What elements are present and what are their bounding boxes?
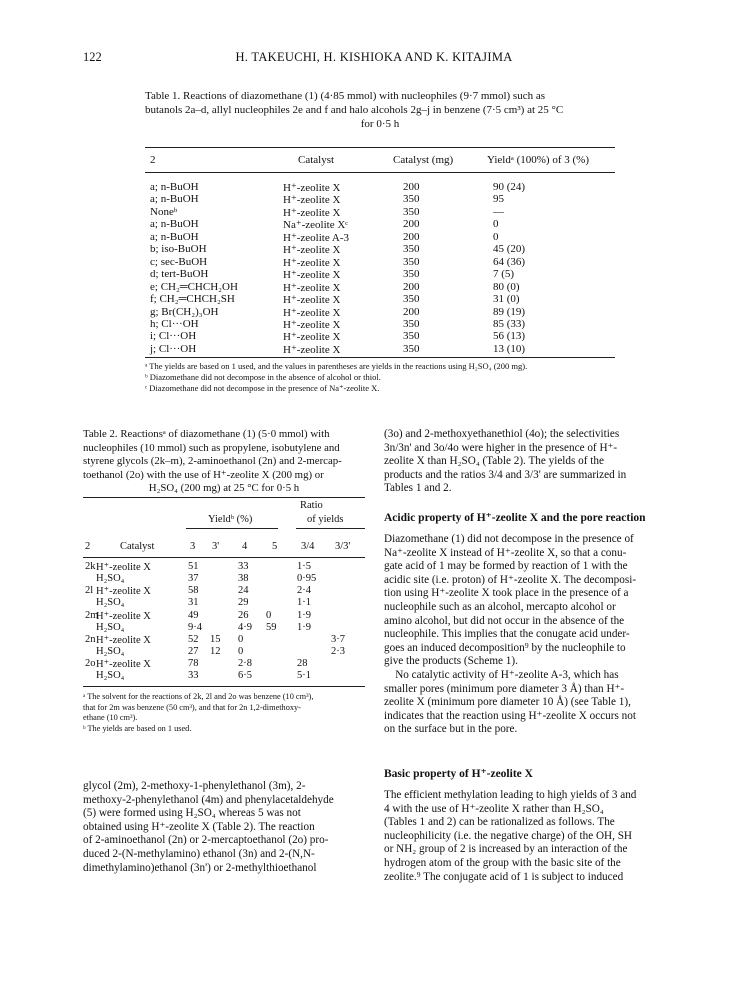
table1-cell: 89 (19) [493, 305, 526, 318]
text-line: 3n/3n' and 3o/4o were higher in the presence of H⁺- [384, 441, 618, 454]
table1-header-2: 2 [150, 154, 156, 166]
table2-cell: 15 [210, 633, 221, 645]
table2-cell: 6·5 [238, 670, 252, 682]
text-line: The efficient methylation leading to high yields of 3 and [384, 789, 637, 801]
table1-cell: a; n-BuOH [150, 230, 199, 243]
table1-cell: a; n-BuOH [150, 218, 199, 231]
text-line: duced 2-(N-methylamino) ethanol (3n) and 2-(N,N- [83, 847, 315, 860]
table1-cell: 80 (0) [493, 280, 520, 293]
text-line: nucleophilicity (i.e. the negative charge) of the OH, SH [384, 829, 633, 842]
text-line: on the surface but in the pore. [384, 723, 518, 736]
table2-cell: 0 [238, 646, 244, 658]
table1-cell: H⁺-zeolite X [283, 306, 341, 319]
table1-cell: j; Cl···OH [150, 342, 197, 355]
table2-cell: 2m [85, 609, 99, 621]
table2-cell: H₂SO₄ [96, 621, 125, 633]
text-line: obtained using H⁺-zeolite X (Table 2). The reaction [83, 820, 315, 833]
table2-caption-line: H₂SO₄ (200 mg) at 25 °C for 0·5 h [148, 482, 300, 494]
table2-header: 3/4 [301, 541, 315, 552]
table1-cell: 0 [493, 218, 499, 231]
text-line: Tables 1 and 2. [384, 482, 452, 495]
table2-cell: 0·95 [297, 573, 317, 585]
text-line: Diazomethane (1) did not decompose in the presence of [384, 533, 634, 545]
table1-cell: h; Cl···OH [150, 317, 199, 330]
table1-header-catalyst: Catalyst [298, 154, 335, 166]
table2-cell: 3·7 [331, 633, 345, 645]
table1-cell: 200 [403, 230, 420, 243]
text-line: products and the ratios 3/4 and 3/3' are summarized in [384, 468, 627, 481]
table1-caption-line: Table 1. Reactions of diazomethane (1) (4·85 mmol) with nucleophiles (9·7 mmol) such as [145, 90, 546, 102]
table1-cell: H⁺-zeolite X [283, 331, 341, 344]
table2-cell: 9·4 [188, 621, 202, 633]
left-body-text [83, 780, 365, 875]
table2-cell: H₂SO₄ [96, 670, 125, 682]
table2-cell: 29 [238, 597, 249, 609]
table2-bottom-rule [83, 686, 365, 687]
table1-cell: Na⁺-zeolite Xᶜ [283, 219, 349, 232]
table2-cell: 28 [297, 658, 308, 670]
table1-cell: H⁺-zeolite X [283, 182, 341, 194]
table2-cell: H⁺-zeolite X [96, 562, 151, 573]
table2-header-rule [83, 557, 365, 558]
table2-footnote: ᵃ The solvent for the reactions of 2k, 2l and 2o was benzene (10 cm³), [83, 692, 314, 701]
table1-cell: 350 [403, 317, 420, 330]
section-acidic-text [384, 533, 666, 737]
table2-header: 5 [272, 541, 278, 552]
table1-footnote: ᶜ Diazomethane did not decompose in the presence of Na⁺-zeolite X. [145, 383, 380, 393]
table2-cell: 0 [238, 633, 244, 645]
table1-cell: H⁺-zeolite X [283, 318, 341, 331]
table2-cell: H₂SO₄ [96, 646, 125, 658]
table2-cell: 38 [238, 573, 249, 585]
section-basic-text [384, 789, 666, 884]
table1-cell: 350 [403, 293, 420, 306]
table1-caption-line: for 0·5 h [360, 118, 400, 130]
table2-cell: 59 [266, 621, 277, 633]
text-line: (3o) and 2-methoxyethanethiol (4o); the selectivities [384, 428, 620, 440]
table1-cell: 350 [403, 205, 420, 218]
table1-cell: 350 [403, 330, 420, 343]
table1-cell: Noneᵇ [150, 205, 178, 218]
table1-cell: c; sec-BuOH [150, 255, 208, 268]
table1-cell: d; tert-BuOH [150, 268, 209, 281]
text-line: No catalytic activity of H⁺-zeolite A-3, which has [384, 668, 619, 681]
text-line: dimethylamino)ethanol (3n') or 2-methylthioethanol [83, 861, 317, 874]
table1-cell: 200 [403, 218, 420, 231]
table2-caption-line: styrene glycols (2k–m), 2-aminoethanol (2n) and 2-mercap- [83, 455, 342, 467]
text-line: nucleophile such as an alcohol, mercapto alcohol or [384, 600, 616, 613]
table1-cell: H⁺-zeolite X [283, 281, 341, 294]
table2-cell: 52 [188, 633, 199, 645]
text-line: methoxy-2-phenylethanol (4m) and phenylacetaldehyde [83, 793, 334, 806]
right-intro-text [384, 428, 666, 496]
table2-cell: 58 [188, 585, 199, 597]
table2-cell: 27 [188, 646, 199, 658]
table2-cell: H⁺-zeolite X [96, 634, 151, 646]
table2-cell: H⁺-zeolite X [96, 610, 151, 622]
table1-cell: 0 [493, 230, 499, 243]
table2-cell: 1·9 [297, 609, 311, 621]
table2-ratio-group-label: Ratio [300, 500, 323, 511]
text-line: acidic site (i.e. proton) of H⁺-zeolite X. The decomposi- [384, 573, 637, 586]
text-line: gate acid of 1 may be formed by reaction of 1 with the [384, 560, 628, 573]
table1-cell: H⁺-zeolite A-3 [283, 231, 349, 244]
table1-cell: H⁺-zeolite X [283, 294, 341, 307]
table2-caption-line: Table 2. Reactionsᵃ of diazomethane (1) (5·0 mmol) with [83, 428, 330, 440]
text-line: amino alcohol, but did not occur in the absence of the [384, 614, 625, 627]
table2-cell: 26 [238, 609, 249, 621]
table2-cell: 1·5 [297, 561, 311, 572]
table1-cell: f; CH₂═CHCH₂SH [150, 293, 235, 306]
table1-header-yield: Yieldᵃ (100%) of 3 (%) [487, 154, 589, 166]
text-line: hydrogen atom of the group with the basic site of the [384, 856, 621, 869]
table1-cell: H⁺-zeolite X [283, 343, 341, 356]
table1-cell: H⁺-zeolite X [283, 256, 341, 269]
table2-header: 2 [85, 541, 91, 552]
text-line: give the products (Scheme 1). [384, 655, 518, 668]
text-line: indicates that the reaction using H⁺-zeolite X occurs not [384, 709, 636, 722]
table2-cell: 1·9 [297, 621, 311, 633]
table2-footnote: ᵇ The yields are based on 1 used. [83, 723, 192, 733]
table2-header: 4 [242, 541, 248, 552]
table1-cell: 31 (0) [493, 293, 520, 306]
running-head: H. TAKEUCHI, H. KISHIOKA AND K. KITAJIMA [235, 50, 513, 64]
table1-cell: H⁺-zeolite X [283, 269, 341, 282]
table2-cell: 33 [188, 670, 199, 682]
table2-cell: 51 [188, 561, 199, 572]
table2-cell: 2o [85, 658, 96, 670]
table1-cell: H⁺-zeolite X [283, 206, 341, 219]
table1-header-catalyst-mg: Catalyst (mg) [393, 154, 454, 166]
text-line: nucleophile. This implies that the conugate acid under- [384, 628, 630, 641]
table2-cell: H₂SO₄ [96, 573, 125, 585]
table2-caption-line: toethanol (2o) with the use of H⁺-zeolite X (200 mg) or [83, 468, 324, 481]
text-line: of 2-aminoethanol (2n) or 2-mercaptoethanol (2o) pro- [83, 834, 329, 847]
table1-cell: 350 [403, 268, 420, 281]
text-line: goes an induced decomposition⁹ by the nucleophile to [384, 641, 626, 654]
table2-cell: H⁺-zeolite X [96, 586, 151, 598]
text-line: zeolite X than H₂SO₄ (Table 2). The yields of the [384, 455, 604, 468]
text-line: zeolite X (minimum pore diameter 10 Å) (see Table 1), [384, 696, 631, 709]
table2-header: 3 [190, 541, 196, 552]
table2-cell: 49 [188, 609, 199, 621]
table1-cell: 90 (24) [493, 181, 526, 193]
table2-footnote: ethane (10 cm³). [83, 713, 138, 722]
text-line: (5) were formed using H₂SO₄ whereas 5 was not [83, 807, 301, 820]
text-line: Na⁺-zeolite X instead of H⁺-zeolite X, so that a conu- [384, 546, 627, 559]
table1-cell: a; n-BuOH [150, 181, 199, 193]
text-line: smaller pores (minimum pore diameter 3 Å) than H⁺- [384, 682, 625, 695]
page-number: 122 [83, 50, 102, 64]
table1-footnote: ᵇ Diazomethane did not decompose in the absence of alcohol or thiol. [145, 372, 381, 382]
table2-cell: H⁺-zeolite X [96, 659, 151, 671]
table1-cell: 200 [403, 280, 420, 293]
table1-cell: 95 [493, 193, 504, 206]
table1-cell: 200 [403, 181, 420, 193]
table2-cell: 37 [188, 573, 199, 585]
table1-cell: H⁺-zeolite X [283, 194, 341, 207]
table2-cell: 1·1 [297, 597, 311, 609]
table1-cell: g; Br(CH₂)₃OH [150, 305, 219, 318]
table1-cell: e; CH₂═CHCH₂OH [150, 280, 238, 293]
table1-cell: H⁺-zeolite X [283, 244, 341, 257]
table2-cell: H₂SO₄ [96, 597, 125, 609]
table1-caption-line: butanols 2a–d, allyl nucleophiles 2e and f and halo alcohols 2g–j in benzene (7·5 cm³) at 25 °C [145, 104, 564, 116]
text-line: tion using H⁺-zeolite X took place in the presence of a [384, 587, 629, 600]
table1-cell: 85 (33) [493, 317, 526, 330]
table1-cell: 56 (13) [493, 330, 526, 343]
table1-cell: 350 [403, 342, 420, 355]
table2-footnotes [83, 692, 365, 734]
table1-footnote: ᵃ The yields are based on 1 used, and the values in parentheses are yields in the reactions using H₂SO₄ (200 mg). [145, 361, 528, 371]
table1-cell: 13 (10) [493, 342, 526, 355]
table2-cell: 5·1 [297, 670, 311, 682]
table2-header: 3/3' [335, 541, 351, 552]
table1-cell: 7 (5) [493, 268, 515, 281]
table2-cell: 2·4 [297, 585, 311, 597]
table1-cell: 64 (36) [493, 255, 526, 268]
section-heading-acidic: Acidic property of H⁺-zeolite X and the pore reaction [384, 512, 646, 524]
table1-cell: 45 (20) [493, 243, 526, 256]
table2-cell: 24 [238, 585, 249, 597]
table2-caption-line: nucleophiles (10 mmol) such as propylene, isobutylene and [83, 441, 340, 454]
text-line: (Tables 1 and 2) can be rationalized as follows. The [384, 816, 615, 829]
table1-cell: a; n-BuOH [150, 193, 199, 206]
table2-cell: 2·3 [331, 646, 345, 658]
table2-ratio-group-label: of yields [307, 514, 344, 525]
table2-header: Catalyst [120, 541, 155, 552]
table1-cell: b; iso-BuOH [150, 243, 207, 256]
table1-cell: i; Cl···OH [150, 330, 197, 343]
table2-cell: 4·9 [238, 621, 252, 633]
text-line: 4 with the use of H⁺-zeolite X rather than H₂SO₄ [384, 802, 604, 815]
table2-cell: 33 [238, 561, 249, 572]
table1-cell: 200 [403, 305, 420, 318]
section-heading-basic: Basic property of H⁺-zeolite X [384, 768, 533, 780]
table2-cell: 78 [188, 658, 199, 670]
table2-header: 3' [212, 541, 220, 552]
table2-yield-group-label: Yieldᵇ (%) [208, 514, 253, 525]
table2-footnote: that for 2m was benzene (50 cm³), and that for 2n 1,2-dimethoxy- [83, 702, 301, 712]
table2-cell: 2k [85, 561, 96, 572]
table1-cell: 350 [403, 255, 420, 268]
table1-cell: 350 [403, 193, 420, 206]
table2-ratio-group-rule [296, 528, 365, 529]
text-line: glycol (2m), 2-methoxy-1-phenylethanol (3m), 2- [83, 780, 306, 792]
table2-yield-group-rule [186, 528, 278, 529]
table2-cell: 2n [85, 633, 96, 645]
table2-cell: 12 [210, 646, 221, 658]
table2-cell: 2l [85, 585, 94, 597]
text-line: zeolite.⁹ The conjugate acid of 1 is subject to induced [384, 870, 624, 883]
text-line: or NH₂ group of 2 is increased by an interaction of the [384, 843, 628, 856]
table1-cell: — [493, 205, 504, 218]
table1-cell: 350 [403, 243, 420, 256]
table2-cell: 31 [188, 597, 199, 609]
table2-cell: 2·8 [238, 658, 252, 670]
table2-cell: 0 [266, 609, 272, 621]
